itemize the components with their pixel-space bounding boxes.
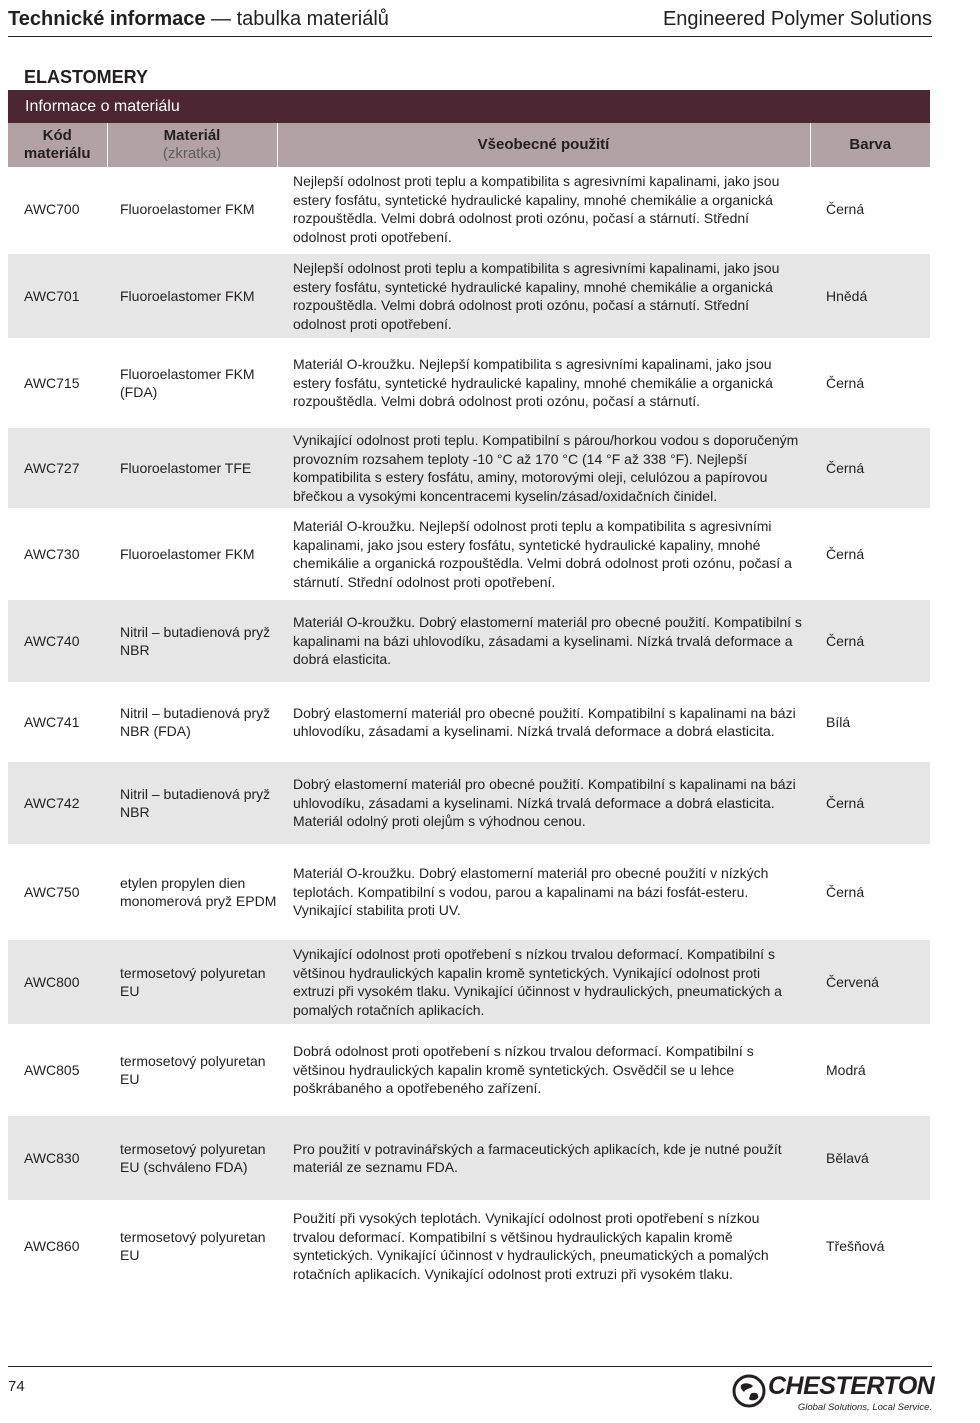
material-color: Modrá: [826, 1061, 866, 1078]
table-row: [8, 428, 930, 508]
page-title: [8, 8, 389, 31]
material-usage: Dobrá odolnost proti opotřebení s nízkou trvalou deformací. Kompatibilní s většinou hydraulických kapalin kromě syntetických. Osvědčil se u lehce poškrábaného a opotřebeného zařízení.: [293, 1043, 754, 1097]
material-code: AWC715: [24, 374, 80, 391]
material-color: Černá: [826, 883, 865, 900]
material-color: Černá: [826, 200, 865, 217]
material-code: AWC730: [24, 545, 80, 562]
material-code: AWC742: [8, 762, 107, 844]
chesterton-logo: [732, 1372, 935, 1416]
table-row: [8, 685, 930, 759]
material-usage: Vynikající odolnost proti teplu. Kompatibilní s párou/horkou vodou s doporučeným provozním rozsahem teploty -10 °C až 170 °C (14 °F až 338 °F). Nejlepší kompatibilita s estery fosfátu, aminy, motorovými oleji, celulózou a papírovou břečkou a vysokými koncentracemi kyselin/zásad/oxidačních činidel.: [277, 428, 810, 508]
table-row: [8, 1116, 930, 1200]
column-header-material: Materiál (zkratka): [107, 123, 277, 167]
material-code: AWC700: [24, 200, 80, 217]
material-usage: Nejlepší odolnost proti teplu a kompatibilita s agresivními kapalinami, jako jsou estery fosfátu, syntetické hydraulické kapaliny, mnohé chemikálie a organická rozpouštědla. Velmi dobrá odolnost proti ozónu, počasí a stárnutí. Střední odolnost proti opotřebení.: [293, 173, 780, 245]
logo-text: CHESTERTON: [768, 1372, 935, 1400]
table-row: [8, 1027, 930, 1113]
table-row: [8, 1203, 930, 1289]
table-row: [8, 341, 930, 425]
material-usage: Materiál O-kroužku. Dobrý elastomerní materiál pro obecné použití. Kompatibilní s kapalinami na bázi uhlovodíku, zásadami a kyselinami. Nízká trvalá deformace a dobrá elasticita.: [277, 600, 810, 682]
globe-icon: [732, 1374, 766, 1408]
material-color: Černá: [810, 428, 930, 508]
page-header: [8, 6, 932, 37]
material-color: Černá: [826, 545, 865, 562]
material-code: AWC860: [24, 1237, 80, 1254]
material-name: termosetový polyuretan EU: [107, 940, 277, 1024]
material-color: Bílá: [826, 713, 851, 730]
material-name: Nitril – butadienová pryž NBR: [107, 762, 277, 844]
material-color: Třešňová: [826, 1237, 885, 1254]
material-usage: Dobrý elastomerní materiál pro obecné použití. Kompatibilní s kapalinami na bázi uhlovodíku, zásadami a kyselinami. Nízká trvalá deformace a dobrá elasticita.: [293, 704, 796, 739]
table-row: [8, 762, 930, 844]
material-usage: Materiál O-kroužku. Nejlepší odolnost proti teplu a kompatibilita s agresivními kapalinami, jako jsou estery fosfátu, syntetické hydraulické kapaliny, mnohé chemikálie a organická rozpouštědla. Velmi dobrá odolnost proti ozónu, počasí a stárnutí. Střední odolnost proti opotřebení.: [293, 518, 792, 590]
page-number: 74: [8, 1378, 25, 1395]
material-name: etylen propylen dien monomerová pryž EPDM: [120, 874, 277, 909]
table-row: [8, 254, 930, 338]
material-color: Černá: [810, 762, 930, 844]
material-code: AWC750: [24, 883, 80, 900]
brand-tagline: Engineered Polymer Solutions: [662, 8, 932, 30]
material-name: termosetový polyuretan EU: [120, 1228, 266, 1263]
material-name: Fluoroelastomer FKM: [120, 200, 255, 217]
materials-table: [8, 90, 930, 1289]
material-usage: Vynikající odolnost proti opotřebení s nízkou trvalou deformací. Kompatibilní s většinou hydraulických kapalin kromě syntetických. Vynikající odolnost proti extruzi při vysokém tlaku. Vynikající účinnost v hydraulických, pneumatických a pomalých rotačních aplikacích.: [277, 940, 810, 1024]
section-title: ELASTOMERY: [24, 67, 149, 87]
material-name: Fluoroelastomer FKM (FDA): [120, 365, 255, 400]
material-code: AWC741: [24, 713, 80, 730]
material-usage: Nejlepší odolnost proti teplu a kompatibilita s agresivními kapalinami, jako jsou estery fosfátu, syntetické hydraulické kapaliny, mnohé chemikálie a organická rozpouštědla. Velmi dobrá odolnost proti ozónu, počasí a stárnutí. Střední odolnost proti opotřebení.: [277, 254, 810, 338]
material-code: AWC701: [8, 254, 107, 338]
material-code: AWC740: [8, 600, 107, 682]
material-usage: Materiál O-kroužku. Nejlepší kompatibilita s agresivními kapalinami, jako jsou estery fosfátu, syntetické hydraulické kapaliny, mnohé chemikálie a organická rozpouštědla. Velmi dobrá odolnost proti ozónu, počasí a stárnutí.: [293, 356, 773, 410]
footer-rule: [8, 1366, 932, 1367]
column-header-code: Kód materiálu: [8, 123, 107, 167]
material-name: Nitril – butadienová pryž NBR: [107, 600, 277, 682]
table-row: [8, 847, 930, 937]
material-code: AWC805: [24, 1061, 80, 1078]
material-usage: Dobrý elastomerní materiál pro obecné použití. Kompatibilní s kapalinami na bázi uhlovodíku, zásadami a kyselinami. Nízká trvalá deformace a dobrá elasticita. Materiál odolný proti olejům s výhodnou cenou.: [277, 762, 810, 844]
material-usage: Materiál O-kroužku. Dobrý elastomerní materiál pro obecné použití v nízkých teplotách. Kompatibilní s vodou, parou a kapalinami na bázi fosfát-esteru. Vynikající stabilita proti UV.: [293, 865, 769, 919]
material-color: Hnědá: [810, 254, 930, 338]
material-color: Červená: [810, 940, 930, 1024]
material-code: AWC800: [8, 940, 107, 1024]
material-color: Černá: [826, 374, 865, 391]
material-usage: Použití při vysokých teplotách. Vynikající odolnost proti opotřebení s nízkou trvalou deformací. Kompatibilní s většinou hydraulických kapalin kromě syntetických. Vynikající účinnost v hydraulických, pneumatických a pomalých rotačních aplikacích. Vynikající odolnost proti extruzi při vysokém tlaku.: [293, 1210, 769, 1282]
material-usage: Pro použití v potravinářských a farmaceutických aplikacích, kde je nutné použít materiál ze seznamu FDA.: [277, 1116, 810, 1200]
material-color: Bělavá: [810, 1116, 930, 1200]
material-color: Černá: [810, 600, 930, 682]
title-rest: — tabulka materiálů: [205, 8, 389, 30]
materials-grid: [8, 123, 930, 1289]
table-row: [8, 511, 930, 597]
column-header-color: Barva: [810, 123, 930, 167]
material-name: Fluoroelastomer FKM: [120, 545, 255, 562]
column-header-row: [8, 123, 930, 167]
material-name: Fluoroelastomer FKM: [107, 254, 277, 338]
column-header-usage: Všeobecné použití: [277, 123, 810, 167]
material-name: termosetový polyuretan EU (schváleno FDA): [107, 1116, 277, 1200]
table-row: [8, 167, 930, 251]
info-bar: Informace o materiálu: [8, 90, 930, 123]
material-name: Nitril – butadienová pryž NBR (FDA): [120, 704, 271, 739]
table-body: [8, 167, 930, 1289]
table-row: [8, 600, 930, 682]
logo-tagline: Global Solutions, Local Service.: [797, 1402, 932, 1413]
material-name: Fluoroelastomer TFE: [107, 428, 277, 508]
material-name: termosetový polyuretan EU: [120, 1052, 266, 1087]
material-code: AWC727: [8, 428, 107, 508]
title-bold: Technické informace: [8, 8, 206, 30]
table-row: [8, 940, 930, 1024]
material-code: AWC830: [8, 1116, 107, 1200]
